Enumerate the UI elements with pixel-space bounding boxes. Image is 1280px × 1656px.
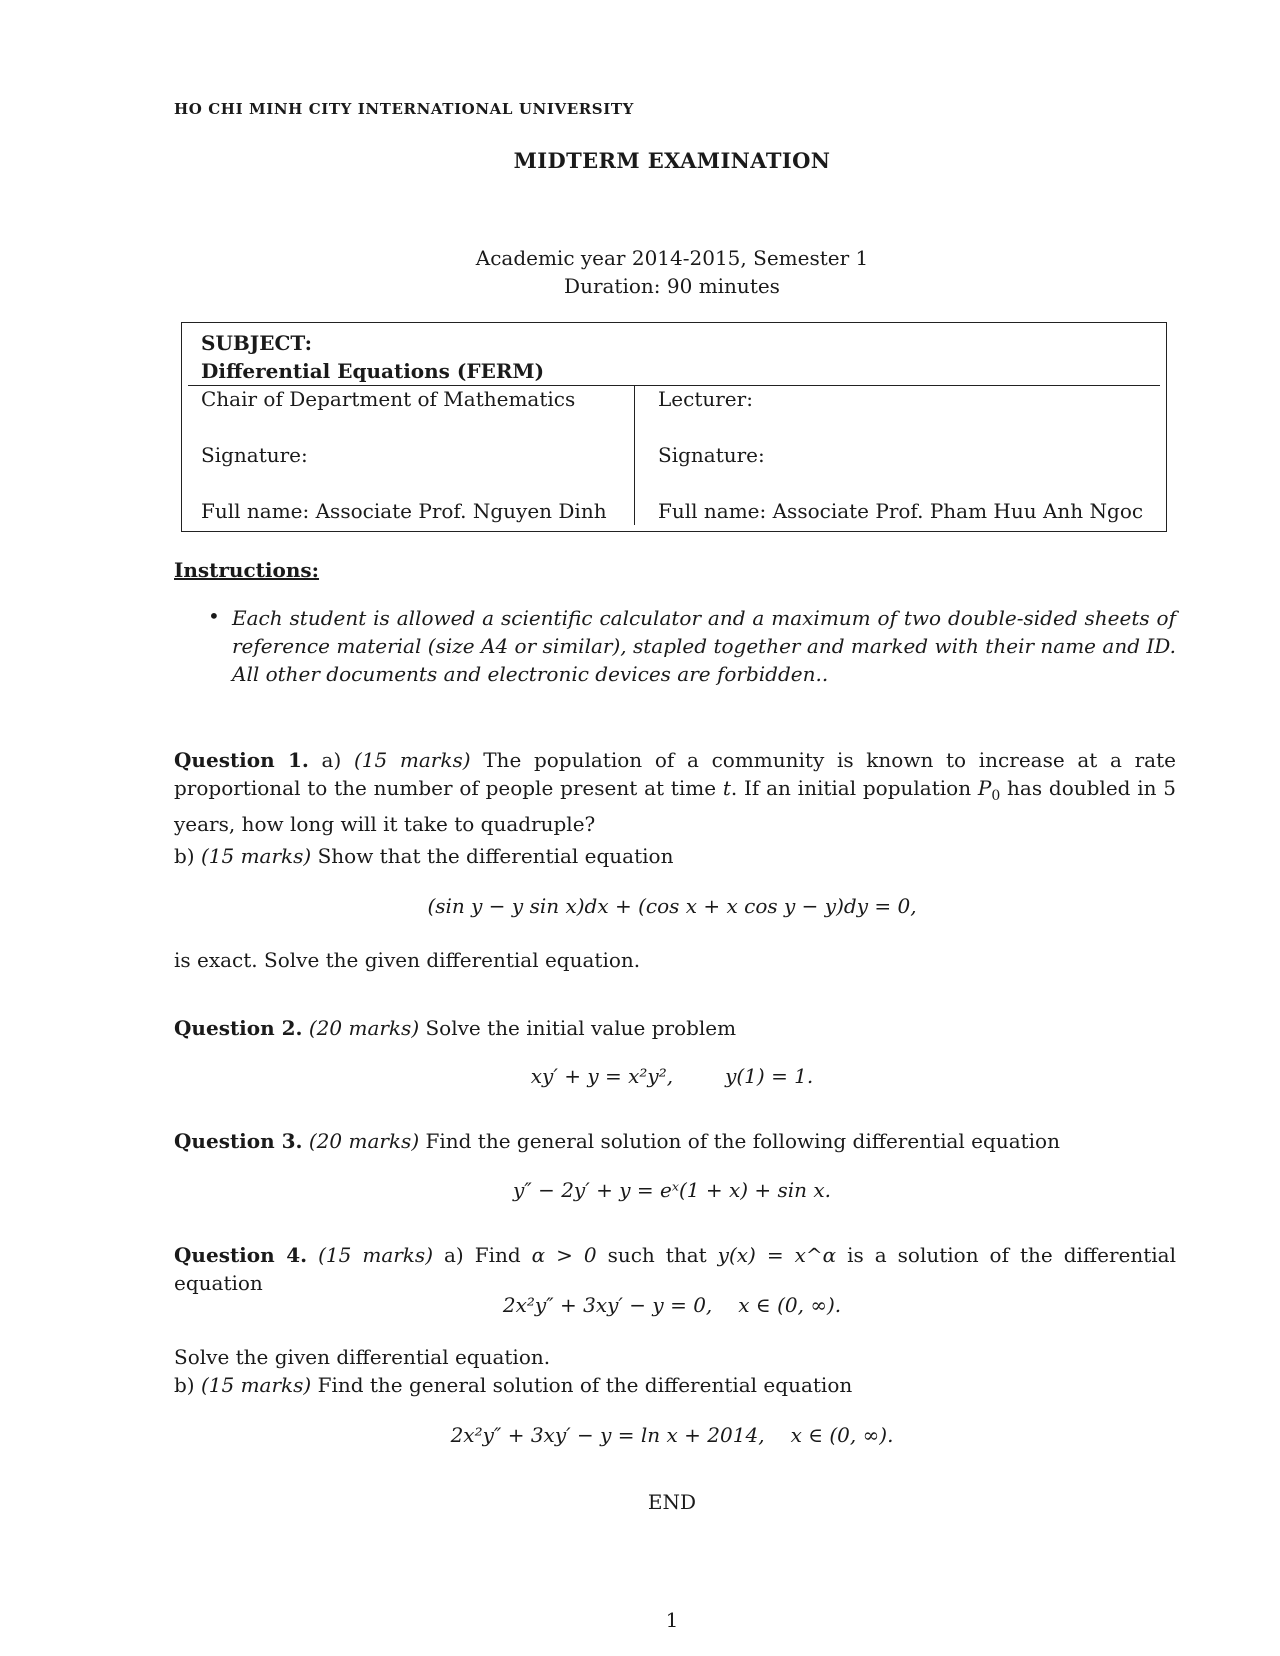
question-1-equation: (sin y − y sin x)dx + (cos x + x cos y − y)dy = 0, bbox=[427, 894, 917, 918]
question-1-part-a: Question 1. a) (15 marks) The population of a community is known to increase at a rate proportional to the number of people present at time t. If an initial population $P_0$ has doubled in 5 years, how long will it take to quadruple? bbox=[174, 748, 1177, 836]
question-1-after: is exact. Solve the given differential equation. bbox=[174, 948, 641, 972]
academic-year: Academic year 2014-2015, Semester 1 bbox=[475, 246, 869, 270]
exam-title: MIDTERM EXAMINATION bbox=[513, 148, 831, 173]
bullet-icon: • bbox=[208, 604, 220, 628]
subject-name: Differential Equations (FERM) bbox=[201, 359, 545, 383]
exam-duration: Duration: 90 minutes bbox=[564, 274, 780, 298]
subject-box bbox=[181, 322, 1167, 532]
question-4-solve: Solve the given differential equation. bbox=[174, 1345, 551, 1369]
column-divider bbox=[634, 385, 635, 525]
question-1a-marks: (15 marks) bbox=[353, 748, 471, 772]
question-1-label: Question 1. bbox=[174, 748, 309, 772]
question-3: Question 3. (20 marks) Find the general solution of the following differential equation bbox=[174, 1129, 1060, 1153]
question-4-part-b: b) (15 marks) Find the general solution of the differential equation bbox=[174, 1373, 853, 1397]
lecturer-signature: Signature: bbox=[658, 443, 765, 467]
question-1b-marks: (15 marks) bbox=[200, 844, 312, 868]
question-4a-marks: (15 marks) bbox=[318, 1243, 433, 1267]
chair-signature: Signature: bbox=[201, 443, 308, 467]
subject-label: SUBJECT: bbox=[201, 331, 312, 355]
question-4-part-a: Question 4. (15 marks) a) Find α > 0 such that y(x) = x^α is a solution of the differential equation bbox=[174, 1243, 1176, 1295]
question-4-label: Question 4. bbox=[174, 1243, 308, 1267]
question-3-equation: y″ − 2y′ + y = eˣ(1 + x) + sin x. bbox=[512, 1178, 832, 1202]
question-3-label: Question 3. bbox=[174, 1129, 303, 1153]
lecturer-full-name: Full name: Associate Prof. Pham Huu Anh Ngoc bbox=[658, 499, 1144, 523]
question-2: Question 2. (20 marks) Solve the initial value problem bbox=[174, 1016, 737, 1040]
lecturer-role: Lecturer: bbox=[658, 387, 753, 411]
end-marker: END bbox=[647, 1490, 697, 1514]
instructions-heading: Instructions: bbox=[174, 558, 320, 582]
question-2-equation: xy′ + y = x²y², y(1) = 1. bbox=[530, 1064, 814, 1088]
question-4b-equation: 2x²y″ + 3xy′ − y = ln x + 2014, x ∈ (0, ∞). bbox=[450, 1423, 894, 1447]
question-4a-equation: 2x²y″ + 3xy′ − y = 0, x ∈ (0, ∞). bbox=[502, 1293, 842, 1317]
question-4b-marks: (15 marks) bbox=[200, 1373, 312, 1397]
question-3-marks: (20 marks) bbox=[308, 1129, 420, 1153]
question-2-marks: (20 marks) bbox=[308, 1016, 420, 1040]
instructions-text: Each student is allowed a scientific calculator and a maximum of two double-sided sheets of reference material (size A4 or similar), stapled together and marked with their name and ID. All other documents and electronic devices are forbidden.. bbox=[232, 606, 1176, 686]
university-name: HO CHI MINH CITY INTERNATIONAL UNIVERSITY bbox=[174, 100, 634, 118]
chair-role: Chair of Department of Mathematics bbox=[201, 387, 576, 411]
question-2-label: Question 2. bbox=[174, 1016, 303, 1040]
subject-divider bbox=[188, 385, 1160, 386]
question-1-part-b: b) (15 marks) Show that the differential equation bbox=[174, 844, 674, 868]
page-number: 1 bbox=[665, 1608, 679, 1632]
chair-full-name: Full name: Associate Prof. Nguyen Dinh bbox=[201, 499, 607, 523]
